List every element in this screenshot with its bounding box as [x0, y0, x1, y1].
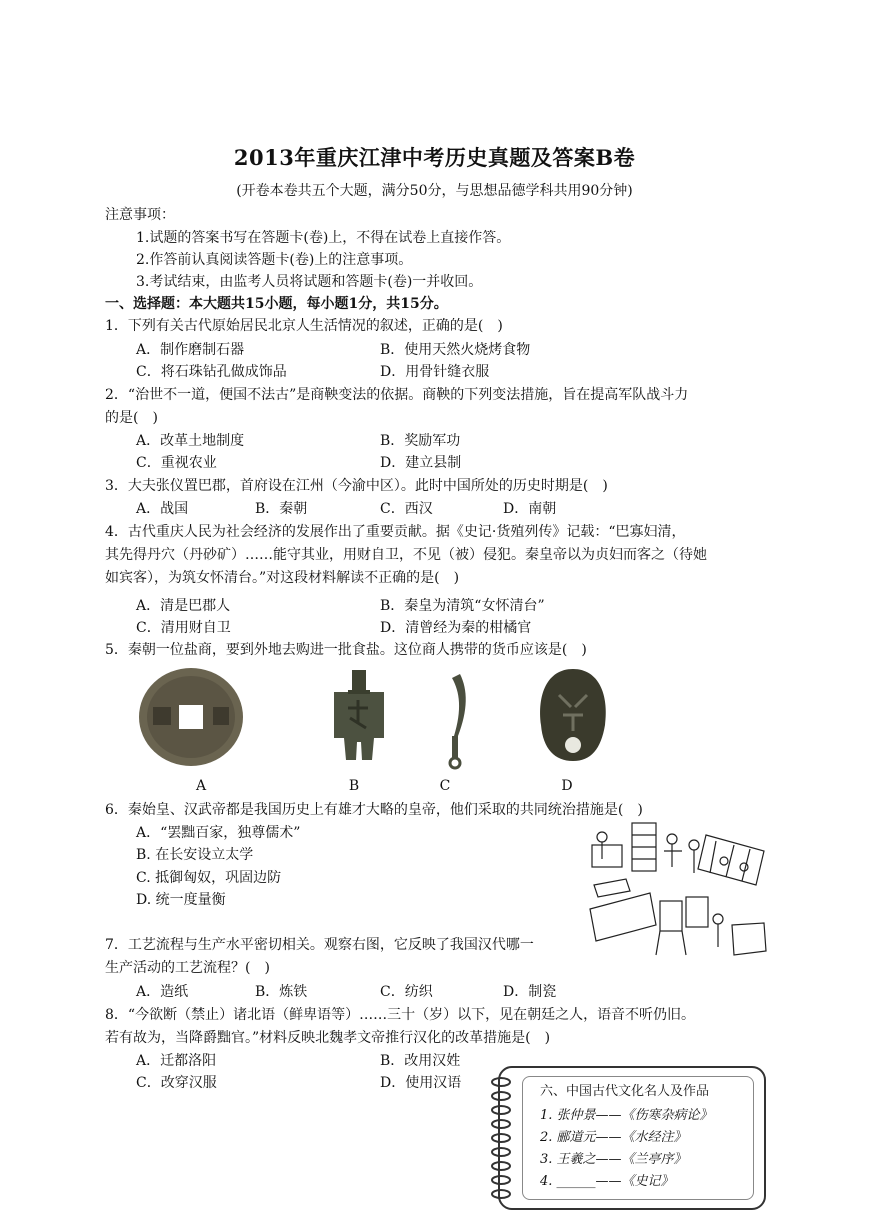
- q8-option-b: B．改用汉姓: [380, 1053, 461, 1069]
- q6-option-c: C. 抵御匈奴，巩固边防: [136, 870, 282, 886]
- coin-label-a: A: [195, 778, 207, 794]
- q3-option-c: C．西汉: [380, 501, 433, 517]
- q7-option-c: C．纺织: [380, 984, 433, 1000]
- q1-option-a: A．制作磨制石器: [136, 342, 245, 358]
- question-4-stem-cont: 其先得丹穴（丹砂矿）……能守其业，用财自卫，不见（被）侵犯。秦皇帝以为贞妇而客之（待她: [105, 547, 707, 563]
- notebook-title: 六、中国古代文化名人及作品: [540, 1084, 710, 1099]
- page-subtitle: (开卷本卷共五个大题，满分50分，与思想品德学科共用90分钟): [236, 183, 633, 199]
- coin-d-image: [533, 665, 613, 765]
- q7-option-d: D．制瓷: [503, 984, 557, 1000]
- q1-option-b: B．使用天然火烧烤食物: [380, 342, 531, 358]
- question-2-stem: 2．“治世不一道，便国不法古”是商鞅变法的依据。商鞅的下列变法措施，旨在提高军队战斗力: [105, 387, 689, 403]
- coin-c-image: [440, 670, 472, 770]
- coin-label-b: B: [348, 778, 360, 794]
- question-5-stem: 5．秦朝一位盐商，要到外地去购进一批食盐。这位商人携带的货币应该是( ): [105, 642, 587, 658]
- q7-option-b: B．炼铁: [255, 984, 308, 1000]
- q2-option-d: D．建立县制: [380, 455, 462, 471]
- question-8-stem: 8．“今欲断（禁止）诸北语（鲜卑语等）……三十（岁）以下，见在朝廷之人，语音不听仍旧。: [105, 1007, 696, 1023]
- q1-option-d: D．用骨针缝衣服: [380, 364, 490, 380]
- q6-option-a: A．“罢黜百家，独尊儒术”: [136, 825, 301, 841]
- q8-option-d: D．使用汉语: [380, 1075, 462, 1091]
- coin-label-d: D: [561, 778, 573, 794]
- q2-option-a: A．改革土地制度: [136, 433, 245, 449]
- q4-option-d: D．清曾经为秦的柑橘官: [380, 620, 532, 636]
- coin-a-image: [135, 665, 247, 770]
- notebook-item: 1. 张仲景——《伤寒杂病论》: [540, 1108, 713, 1123]
- question-2-stem-cont: 的是( ): [105, 410, 158, 426]
- q6-option-d: D. 统一度量衡: [136, 892, 226, 908]
- section-heading: 一、选择题：本大题共15小题，每小题1分，共15分。: [105, 296, 448, 312]
- q3-option-a: A．战国: [136, 501, 189, 517]
- question-4-stem: 4．古代重庆人民为社会经济的发展作出了重要贡献。据《史记·货殖列传》记载：“巴寡妇清，: [105, 524, 686, 540]
- notebook-card: [498, 1066, 766, 1210]
- q3-option-b: B．秦朝: [255, 501, 308, 517]
- question-8-stem-cont: 若有故为，当降爵黜官。”材料反映北魏孝文帝推行汉化的改革措施是( ): [105, 1030, 551, 1046]
- q8-option-a: A．迁都洛阳: [136, 1053, 217, 1069]
- question-7-stem-cont: 生产活动的工艺流程？( ): [105, 960, 270, 976]
- question-4-stem-cont2: 如宾客），为筑女怀清台。”对这段材料解读不正确的是( ): [105, 570, 460, 586]
- notes-heading: 注意事项：: [105, 207, 175, 223]
- notebook-item: 2. 郦道元——《水经注》: [540, 1130, 687, 1145]
- question-7-stem: 7．工艺流程与生产水平密切相关。观察右图，它反映了我国汉代哪一: [105, 937, 534, 953]
- note-item: 2.作答前认真阅读答题卡(卷)上的注意事项。: [136, 252, 413, 268]
- note-item: 1.试题的答案书写在答题卡(卷)上，不得在试卷上直接作答。: [136, 230, 511, 246]
- q6-option-b: B. 在长安设立太学: [136, 847, 254, 863]
- question-1-stem: 1．下列有关古代原始居民北京人生活情况的叙述，正确的是( ): [105, 318, 503, 334]
- q4-option-b: B．秦皇为清筑“女怀清台”: [380, 598, 545, 614]
- q7-option-a: A．造纸: [136, 984, 189, 1000]
- coin-label-c: C: [439, 778, 451, 794]
- notebook-item: 3. 王羲之——《兰亭序》: [540, 1152, 687, 1167]
- notebook-item: 4. ______——《史记》: [540, 1174, 674, 1189]
- q8-option-c: C．改穿汉服: [136, 1075, 217, 1091]
- coin-b-image: [328, 668, 390, 763]
- question-3-stem: 3．大夫张仪置巴郡，首府设在江州（今渝中区）。此时中国所处的历史时期是( ): [105, 478, 608, 494]
- q4-option-c: C．清用财自卫: [136, 620, 231, 636]
- q1-option-c: C．将石珠钻孔做成饰品: [136, 364, 287, 380]
- notebook-rings: [488, 1074, 514, 1202]
- page-title: 2013年重庆江津中考历史真题及答案B卷: [233, 145, 636, 170]
- q2-option-b: B．奖励军功: [380, 433, 461, 449]
- q4-option-a: A．清是巴郡人: [136, 598, 231, 614]
- note-item: 3.考试结束，由监考人员将试题和答题卡(卷)一并收回。: [136, 274, 483, 290]
- question-6-stem: 6．秦始皇、汉武帝都是我国历史上有雄才大略的皇帝，他们采取的共同统治措施是( ): [105, 802, 643, 818]
- q2-option-c: C．重视农业: [136, 455, 217, 471]
- q3-option-d: D．南朝: [503, 501, 557, 517]
- papermaking-illustration: [586, 815, 770, 967]
